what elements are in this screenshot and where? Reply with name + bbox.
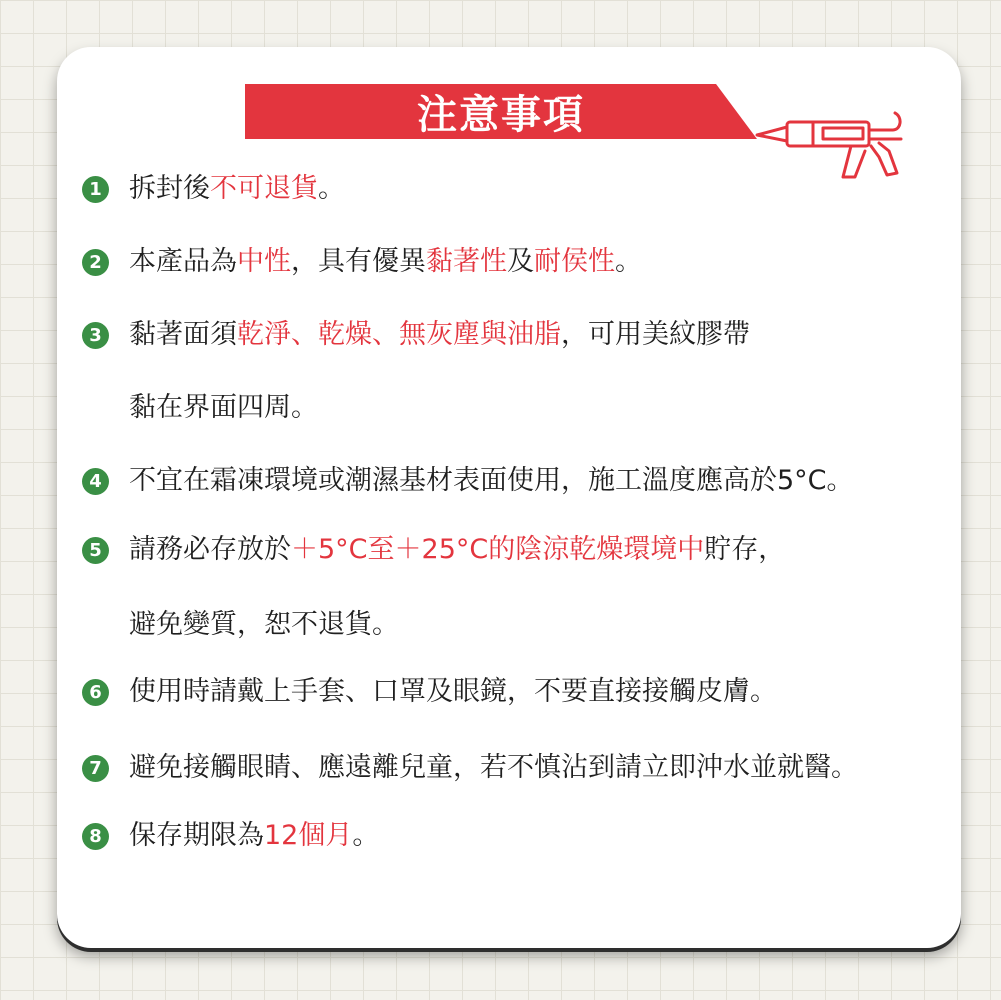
notice-text-line bbox=[129, 388, 318, 428]
notice-text-line bbox=[129, 605, 399, 645]
notice-text: 黏著面須 bbox=[129, 319, 237, 350]
item-number-badge: 6 bbox=[82, 679, 109, 706]
item-number-badge: 1 bbox=[82, 176, 109, 203]
item-number-badge: 3 bbox=[82, 322, 109, 349]
notice-text: 本產品為 bbox=[129, 246, 237, 277]
notice-text-line bbox=[129, 816, 379, 856]
notice-text: 及 bbox=[507, 246, 534, 277]
notice-text-line bbox=[129, 748, 858, 788]
notice-text: ，具有優異 bbox=[291, 246, 426, 277]
item-number-badge: 2 bbox=[82, 249, 109, 276]
notice-text: 。 bbox=[352, 820, 380, 851]
item-number-badge: 8 bbox=[82, 823, 109, 850]
notice-text-line bbox=[129, 672, 777, 712]
highlight-text: 中性 bbox=[237, 246, 291, 277]
notice-text: ，可用美紋膠帶 bbox=[561, 319, 750, 350]
notice-card bbox=[57, 47, 961, 948]
highlight-text: 耐侯性 bbox=[534, 246, 615, 277]
notice-text: 。 bbox=[318, 173, 345, 204]
notice-text-line bbox=[129, 461, 854, 501]
notice-text: 黏在界面四周。 bbox=[129, 392, 318, 423]
notice-text: 使用時請戴上手套、口罩及眼鏡，不要直接接觸皮膚。 bbox=[129, 676, 777, 707]
notice-text: 避免變質，恕不退貨。 bbox=[129, 609, 399, 640]
notice-text: 不宜在霜凍環境或潮濕基材表面使用，施工溫度應高於5°C。 bbox=[129, 465, 854, 496]
highlight-text: ＋5°C至＋25°C的陰涼乾燥環境中 bbox=[291, 534, 705, 565]
notice-text-line bbox=[129, 169, 345, 209]
notice-text-line bbox=[129, 530, 785, 570]
notice-text: 保存期限為 bbox=[129, 820, 264, 851]
caulking-gun-icon bbox=[751, 95, 921, 185]
highlight-text: 不可退貨 bbox=[210, 173, 318, 204]
notice-text: 避免接觸眼睛、應遠離兒童，若不慎沾到請立即沖水並就醫。 bbox=[129, 752, 858, 783]
notice-text: 拆封後 bbox=[129, 173, 210, 204]
highlight-text: 黏著性 bbox=[426, 246, 507, 277]
highlight-text: 乾淨、乾燥、無灰塵與油脂 bbox=[237, 319, 561, 350]
item-number-badge: 5 bbox=[82, 537, 109, 564]
notice-text: 請務必存放於 bbox=[129, 534, 291, 565]
notice-text-line bbox=[129, 315, 750, 355]
highlight-text: 12個月 bbox=[264, 820, 353, 851]
notice-text-line bbox=[129, 242, 642, 282]
notice-text: 貯存， bbox=[704, 534, 786, 565]
notice-text: 。 bbox=[615, 246, 642, 277]
item-number-badge: 4 bbox=[82, 468, 109, 495]
page-title: 注意事項 bbox=[417, 92, 585, 138]
item-number-badge: 7 bbox=[82, 755, 109, 782]
